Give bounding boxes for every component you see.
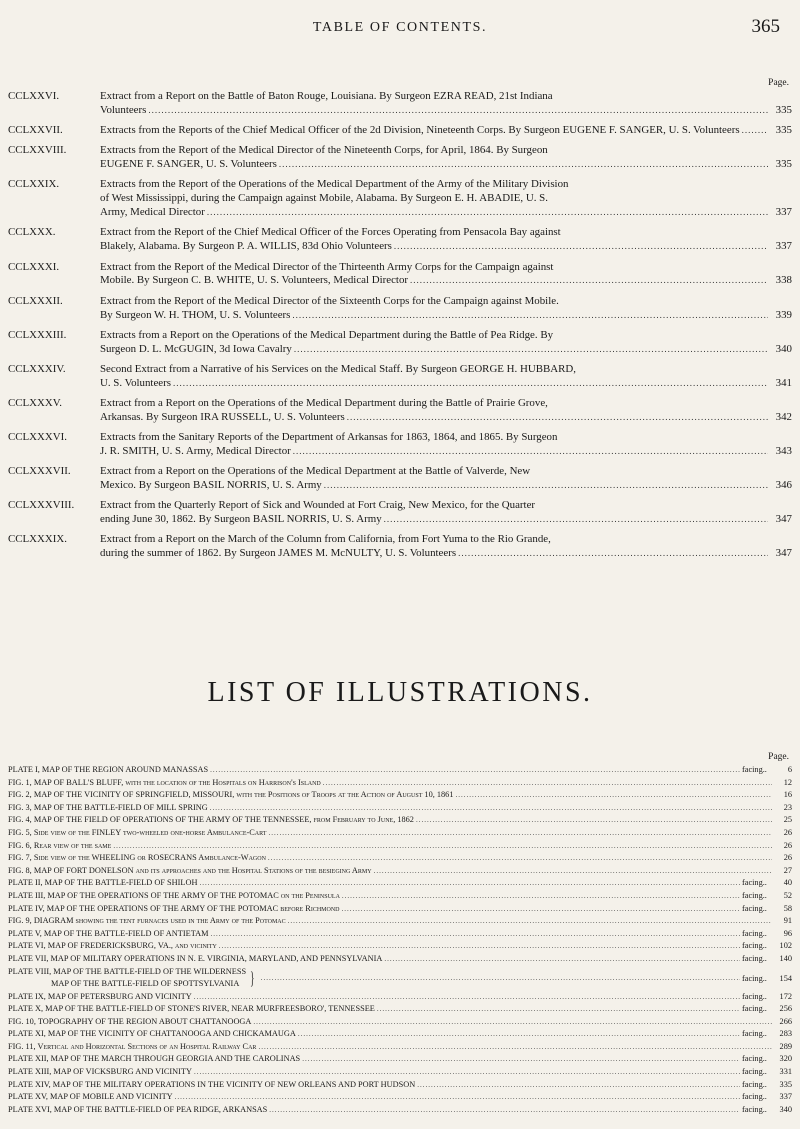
toc-entry-page: 338: [775, 274, 792, 287]
illustration-item: [8, 840, 792, 853]
toc-entry-last-line: [100, 240, 792, 254]
dot-leader: [742, 124, 768, 138]
illustration-item: [8, 789, 792, 802]
toc-entry-page: 335: [775, 124, 792, 137]
illustration-item: [8, 1053, 792, 1066]
toc-entry-number: CCLXXXIV.: [8, 362, 66, 375]
dot-leader: [194, 1066, 740, 1079]
illustration-page: 12: [783, 777, 792, 787]
illustration-item: [8, 890, 792, 903]
illustration-facing: facing..: [742, 1079, 767, 1089]
dot-leader: [458, 547, 768, 561]
illustration-page: 52: [783, 890, 792, 900]
toc-entry-text: [100, 261, 792, 289]
dot-leader: [210, 802, 772, 815]
toc-entry-number: CCLXXVIII.: [8, 144, 67, 157]
illustration-label: PLATE II, MAP OF THE BATTLE-FIELD OF SHILOH: [8, 878, 198, 888]
illustration-facing: facing..: [742, 903, 767, 913]
illustration-page: 154: [779, 973, 792, 983]
toc-entry-text: [100, 465, 792, 493]
illustration-label: FIG. 10, TOPOGRAPHY OF THE REGION ABOUT CHATTANOOGA: [8, 1016, 252, 1026]
illustration-label: FIG. 3, MAP OF THE BATTLE-FIELD OF MILL SPRING: [8, 802, 208, 812]
toc-entry-number: CCLXXXIII.: [8, 328, 67, 341]
illustration-page: 337: [779, 1092, 792, 1102]
illustration-item: [8, 953, 792, 966]
toc-entry-text: [100, 397, 792, 425]
toc-entries: [8, 90, 792, 561]
illustration-facing: facing..: [742, 1029, 767, 1039]
toc-entry-line: Extract from the Report of the Chief Medical Officer of the Forces Operating from Pensacola Bay against: [100, 226, 561, 239]
dot-leader: [302, 1053, 740, 1066]
illustration-page: 335: [779, 1079, 792, 1089]
dot-leader: [268, 827, 772, 840]
illustration-page: 256: [779, 1004, 792, 1014]
toc-entry-text: [100, 226, 792, 254]
illustration-page: 289: [779, 1041, 792, 1051]
toc-entry-text: [100, 533, 792, 561]
illustration-item: [8, 991, 792, 1004]
dot-leader: [410, 274, 768, 288]
illustration-item: [8, 1028, 792, 1041]
dot-leader: [261, 974, 740, 982]
toc-entry-line: Mobile. By Surgeon C. B. WHITE, U. S. Volunteers, Medical Director: [100, 274, 409, 287]
toc-entry-line: Mexico. By Surgeon BASIL NORRIS, U. S. Army: [100, 479, 322, 492]
illustration-facing: facing..: [742, 1054, 767, 1064]
dot-leader: [210, 928, 740, 941]
illustration-facing: facing..: [742, 941, 767, 951]
toc-entry-line: Extract from the Quarterly Report of Sick and Wounded at Fort Craig, New Mexico, for the Quarter: [100, 499, 536, 512]
illustration-label: PLATE I, MAP OF THE REGION AROUND MANASSAS: [8, 765, 209, 774]
dot-leader: [279, 158, 768, 172]
illustration-page: 172: [779, 991, 792, 1001]
toc-entry: [8, 144, 792, 172]
illustration-item: [8, 928, 792, 941]
toc-entry-text: [100, 295, 792, 323]
dot-leader: [377, 1003, 740, 1016]
dot-leader: [394, 240, 768, 254]
dot-leader: [269, 1104, 740, 1117]
illustration-page: 23: [783, 802, 792, 812]
toc-entry-page: 343: [775, 445, 792, 457]
toc-entry-line: Extracts from a Report on the Operations of the Medical Department during the Battle of Pea Ridge. By: [100, 328, 554, 341]
toc-entry-number: CCLXXVII.: [8, 124, 63, 137]
illustration-page: 26: [783, 853, 792, 863]
toc-entry-last-line: [100, 411, 792, 425]
illustration-page: 340: [779, 1104, 792, 1114]
toc-entry: [8, 363, 792, 391]
illustration-item: [8, 940, 792, 953]
toc-entry-last-line: [100, 343, 792, 357]
dot-leader: [253, 1016, 772, 1029]
running-title: TABLE OF CONTENTS.: [312, 20, 488, 35]
illustration-facing: facing..: [742, 890, 767, 900]
illustration-label: FIG. 5, Side view of the FINLEY two-wheeled one-horse Ambulance-Cart: [8, 827, 267, 837]
lol-items: [8, 764, 792, 1116]
dot-leader: [288, 915, 772, 928]
toc-entry: [8, 465, 792, 493]
toc-entry-text: [100, 499, 792, 527]
toc-entry-page: 340: [775, 342, 792, 355]
toc-entry-number: CCLXXXIX.: [8, 533, 67, 546]
toc-entry-line: Army, Medical Director: [100, 206, 205, 219]
toc-entry-line: of West Mississippi, during the Campaign against Mobile, Alabama. By Surgeon E. H. ABADIE, U. S.: [100, 192, 548, 205]
illustration-label: PLATE IV, MAP OF THE OPERATIONS OF THE ARMY OF THE POTOMAC before Richmond: [8, 903, 340, 913]
illustration-facing: facing..: [742, 878, 767, 888]
toc-entry: [8, 499, 792, 527]
toc-entry: [8, 90, 792, 118]
toc-entry-line: Surgeon D. L. McGUGIN, 3d Iowa Cavalry: [100, 342, 292, 355]
toc-entry: [8, 261, 792, 289]
illustration-page: 26: [783, 840, 792, 850]
toc-entry: [8, 124, 792, 138]
toc-entry-number: CCLXXXVI.: [8, 431, 67, 444]
illustration-facing: facing..: [742, 1067, 767, 1077]
toc-entry-page: 337: [775, 206, 792, 219]
illustration-page: 91: [783, 916, 792, 926]
toc-entry-line: Extract from a Report on the Battle of Baton Rouge, Louisiana. By Surgeon EZRA READ, 21st Indiana: [100, 90, 553, 102]
toc-entry: [8, 397, 792, 425]
illustration-item: [8, 852, 792, 865]
toc-entry-page: 335: [775, 103, 792, 116]
dot-leader: [173, 377, 768, 391]
toc-page-column-header: Page.: [768, 78, 789, 88]
toc-entry-line: Blakely, Alabama. By Surgeon P. A. WILLIS, 83d Ohio Volunteers: [100, 240, 392, 253]
toc-entry-text: [100, 363, 792, 391]
toc-entry-number: CCLXXXII.: [8, 294, 63, 307]
dot-leader: [292, 309, 768, 323]
toc-entry-line: U. S. Volunteers: [100, 376, 171, 389]
illustration-item-double: [8, 966, 792, 991]
dot-leader: [417, 1079, 740, 1092]
list-of-illustrations: [8, 752, 792, 1116]
toc-entry: [8, 431, 792, 459]
dot-leader: [347, 411, 768, 425]
illustration-item: [8, 903, 792, 916]
illustration-page: 266: [779, 1016, 792, 1026]
illustration-item: [8, 1066, 792, 1079]
toc-entry-last-line: [100, 377, 792, 391]
dot-leader: [324, 479, 768, 493]
dot-leader: [293, 445, 768, 459]
toc-entry-line: Extracts from the Sanitary Reports of the Department of Arkansas for 1863, 1864, and 1865. By Surgeon: [100, 431, 558, 444]
illustration-item: [8, 915, 792, 928]
toc-entry-page: 347: [775, 513, 792, 526]
illustration-facing: facing..: [742, 1004, 767, 1014]
toc-entry-page: 346: [775, 479, 792, 492]
toc-entry-last-line: [100, 547, 792, 561]
list-of-illustrations-heading: LIST OF ILLUSTRATIONS.: [207, 677, 593, 708]
illustration-label: FIG. 11, Vertical and Horizontal Sections of an Hospital Railway Car: [8, 1041, 257, 1051]
toc-entry-text: [100, 144, 792, 172]
toc-entry-last-line: [100, 513, 792, 527]
illustration-label: PLATE III, MAP OF THE OPERATIONS OF THE ARMY OF THE POTOMAC on the Peninsula: [8, 890, 340, 900]
toc-entry-text: [100, 329, 792, 357]
dot-leader: [294, 343, 768, 357]
illustration-item: [8, 827, 792, 840]
dot-leader: [416, 814, 772, 827]
illustration-facing: facing..: [742, 765, 767, 774]
illustration-label: FIG. 2, MAP OF THE VICINITY OF SPRINGFIELD, MISSOURI, with the Positions of Troops at the Action of August 10, 1861: [8, 790, 454, 800]
toc-entry-last-line: [100, 206, 792, 220]
toc-entry-line: Extracts from the Report of the Medical Director of the Nineteenth Corps, for April, 1864. By Surgeon: [100, 144, 548, 157]
dot-leader: [455, 789, 772, 802]
toc-entry-number: CCLXXXVII.: [8, 465, 71, 478]
illustration-label: PLATE XII, MAP OF THE MARCH THROUGH GEORGIA AND THE CAROLINAS: [8, 1054, 301, 1064]
toc-entry: [8, 329, 792, 357]
illustration-page: 102: [779, 941, 792, 951]
toc-entry-text: [100, 178, 792, 220]
toc-entry-line: during the summer of 1862. By Surgeon JAMES M. McNULTY, U. S. Volunteers: [100, 547, 457, 560]
toc-entry: [8, 295, 792, 323]
illustration-page: 40: [783, 878, 792, 888]
illustration-item: [8, 1003, 792, 1016]
dot-leader: [258, 1041, 772, 1054]
toc-entry-line: Extract from a Report on the Operations of the Medical Department at the Battle of Valverde, New: [100, 465, 531, 478]
running-head: [0, 16, 800, 40]
toc-entry-number: CCLXXXV.: [8, 396, 62, 409]
toc-entry-page: 335: [775, 158, 792, 171]
illustration-page: 96: [783, 928, 792, 938]
illustration-label: FIG. 4, MAP OF THE FIELD OF OPERATIONS OF THE ARMY OF THE TENNESSEE, from February to June, 1862: [8, 815, 414, 825]
dot-leader: [194, 991, 740, 1004]
illustration-facing: facing..: [742, 1092, 767, 1102]
toc-entry-page: 342: [775, 410, 792, 423]
illustration-label: FIG. 8, MAP OF FORT DONELSON and its approaches and the Hospital Stations of the besieging Army: [8, 865, 372, 875]
illustration-label: PLATE IX, MAP OF PETERSBURG AND VICINITY: [8, 991, 192, 1001]
dot-leader: [342, 903, 740, 916]
illustration-page: 6: [787, 765, 792, 774]
illustration-item: [8, 877, 792, 890]
illustration-page: 16: [783, 790, 792, 800]
toc-entry-last-line: [100, 104, 792, 118]
toc-entry-last-line: [100, 124, 792, 138]
dot-leader: [148, 104, 768, 118]
toc-entry-line: J. R. SMITH, U. S. Army, Medical Director: [100, 445, 291, 457]
lol-page-column-header: Page.: [768, 752, 789, 762]
illustration-item: [8, 1091, 792, 1104]
illustration-label: FIG. 6, Rear view of the same: [8, 840, 112, 850]
table-of-contents: [8, 78, 792, 568]
illustration-page: 58: [783, 903, 792, 913]
toc-entry-line: By Surgeon W. H. THOM, U. S. Volunteers: [100, 308, 291, 321]
illustration-facing: facing..: [742, 1104, 767, 1114]
dot-leader: [210, 764, 740, 777]
toc-entry-last-line: [100, 479, 792, 493]
toc-entry-last-line: [100, 309, 792, 323]
dot-leader: [323, 777, 772, 790]
illustration-label: PLATE VIII, MAP OF THE BATTLE-FIELD OF THE WILDERNESS: [8, 966, 247, 976]
illustration-facing: facing..: [742, 991, 767, 1001]
toc-entry-line: Extract from the Report of the Medical Director of the Thirteenth Army Corps for the Campaign against: [100, 260, 554, 273]
toc-entry: [8, 178, 792, 220]
illustration-label: PLATE V, MAP OF THE BATTLE-FIELD OF ANTIETAM: [8, 928, 209, 938]
toc-entry-number: CCLXXXI.: [8, 260, 60, 273]
dot-leader: [113, 840, 772, 853]
toc-entry-number: CCLXXX.: [8, 226, 56, 239]
dot-leader: [219, 940, 740, 953]
toc-entry-line: Volunteers: [100, 103, 147, 116]
illustration-label: PLATE XVI, MAP OF THE BATTLE-FIELD OF PEA RIDGE, ARKANSAS: [8, 1104, 268, 1114]
illustration-page: 27: [783, 865, 792, 875]
illustration-item: [8, 1079, 792, 1092]
toc-entry-line: Extract from a Report on the Operations of the Medical Department during the Battle of Prairie Grove,: [100, 396, 548, 409]
illustration-page: 320: [779, 1054, 792, 1064]
illustration-label-group: [8, 966, 246, 991]
illustration-item: [8, 1104, 792, 1117]
dot-leader: [298, 1028, 740, 1041]
illustration-item: [8, 1016, 792, 1029]
toc-entry-page: 337: [775, 240, 792, 253]
dot-leader: [384, 953, 740, 966]
illustration-item: [8, 777, 792, 790]
illustration-page: 140: [779, 953, 792, 963]
toc-entry-page: 339: [775, 308, 792, 321]
illustration-label: FIG. 9, DIAGRAM showing the tent furnaces used in the Army of the Potomac: [8, 916, 286, 926]
illustration-label: PLATE VII, MAP OF MILITARY OPERATIONS IN N. E. VIRGINIA, MARYLAND, AND PENNSYLVANIA: [8, 953, 383, 963]
illustration-page: 26: [783, 827, 792, 837]
dot-leader: [342, 890, 740, 903]
toc-entry-line: Extract from the Report of the Medical Director of the Sixteenth Corps for the Campaign against Mobile.: [100, 294, 559, 307]
illustration-facing: facing..: [742, 928, 767, 938]
illustration-facing: facing..: [742, 973, 767, 983]
dot-leader: [384, 513, 768, 527]
toc-entry-text: [100, 431, 792, 459]
illustration-item: [8, 814, 792, 827]
illustration-label: FIG. 1, MAP OF BALL'S BLUFF, with the location of the Hospitals on Harrison's Island: [8, 777, 321, 787]
page-number: 365: [751, 16, 780, 37]
dot-leader: [374, 865, 772, 878]
illustration-item: [8, 1041, 792, 1054]
toc-entry-last-line: [100, 445, 792, 459]
toc-entry-number: CCLXXIX.: [8, 178, 60, 191]
toc-entry: [8, 226, 792, 254]
toc-entry-page: 347: [775, 547, 792, 560]
illustration-item: [8, 764, 792, 777]
illustration-facing: facing..: [742, 953, 767, 963]
toc-entry-line: Arkansas. By Surgeon IRA RUSSELL, U. S. Volunteers: [100, 410, 345, 423]
toc-entry-last-line: [100, 158, 792, 172]
toc-entry-text: [100, 124, 792, 138]
dot-leader: [207, 206, 768, 220]
toc-entry-line: Second Extract from a Narrative of his Services on the Medical Staff. By Surgeon GEORGE H. HUBBARD,: [100, 362, 576, 375]
illustration-item: [8, 802, 792, 815]
illustration-label: PLATE XV, MAP OF MOBILE AND VICINITY: [8, 1092, 173, 1102]
illustration-page: 283: [779, 1029, 792, 1039]
illustration-label: PLATE XIV, MAP OF THE MILITARY OPERATIONS IN THE VICINITY OF NEW ORLEANS AND PORT HUDSON: [8, 1079, 416, 1089]
toc-entry-line: Extracts from the Report of the Operations of the Medical Department of the Army of the Military Division: [100, 178, 569, 191]
illustration-page: 25: [783, 815, 792, 825]
illustration-page: 331: [779, 1067, 792, 1077]
toc-entry-text: [100, 90, 792, 118]
toc-entry-line: EUGENE F. SANGER, U. S. Volunteers: [100, 158, 277, 171]
dot-leader: [268, 852, 772, 865]
toc-entry-page: 341: [775, 376, 792, 389]
illustration-label: PLATE VI, MAP OF FREDERICKSBURG, VA., and vicinity: [8, 941, 217, 951]
illustration-label: PLATE XI, MAP OF THE VICINITY OF CHATTANOOGA AND CHICKAMAUGA: [8, 1029, 296, 1039]
toc-entry-line: Extract from a Report on the March of the Column from California, from Fort Yuma to the Rio Grande,: [100, 533, 551, 546]
illustration-label: PLATE X, MAP OF THE BATTLE-FIELD OF STONE'S RIVER, NEAR MURFREESBORO', TENNESSEE: [8, 1004, 375, 1014]
dot-leader: [199, 877, 740, 890]
dot-leader: [175, 1091, 740, 1104]
toc-entry-number: CCLXXVI.: [8, 90, 60, 102]
toc-entry-last-line: [100, 274, 792, 288]
toc-entry-number: CCLXXXVIII.: [8, 499, 75, 512]
brace-glyph: }: [250, 968, 255, 988]
illustration-label: PLATE XIII, MAP OF VICKSBURG AND VICINITY: [8, 1067, 193, 1077]
toc-entry: [8, 533, 792, 561]
illustration-label: FIG. 7, Side view of the WHEELING or ROSECRANS Ambulance-Wagon: [8, 853, 266, 863]
toc-entry-line: Extracts from the Reports of the Chief Medical Officer of the 2d Division, Nineteenth Corps. By Surgeon EUGENE F. SANGER, U. S. Volunteers: [100, 124, 740, 137]
illustration-item: [8, 865, 792, 878]
illustration-label: MAP OF THE BATTLE-FIELD OF SPOTTSYLVANIA: [51, 979, 240, 988]
toc-entry-line: ending June 30, 1862. By Surgeon BASIL NORRIS, U. S. Army: [100, 513, 382, 526]
